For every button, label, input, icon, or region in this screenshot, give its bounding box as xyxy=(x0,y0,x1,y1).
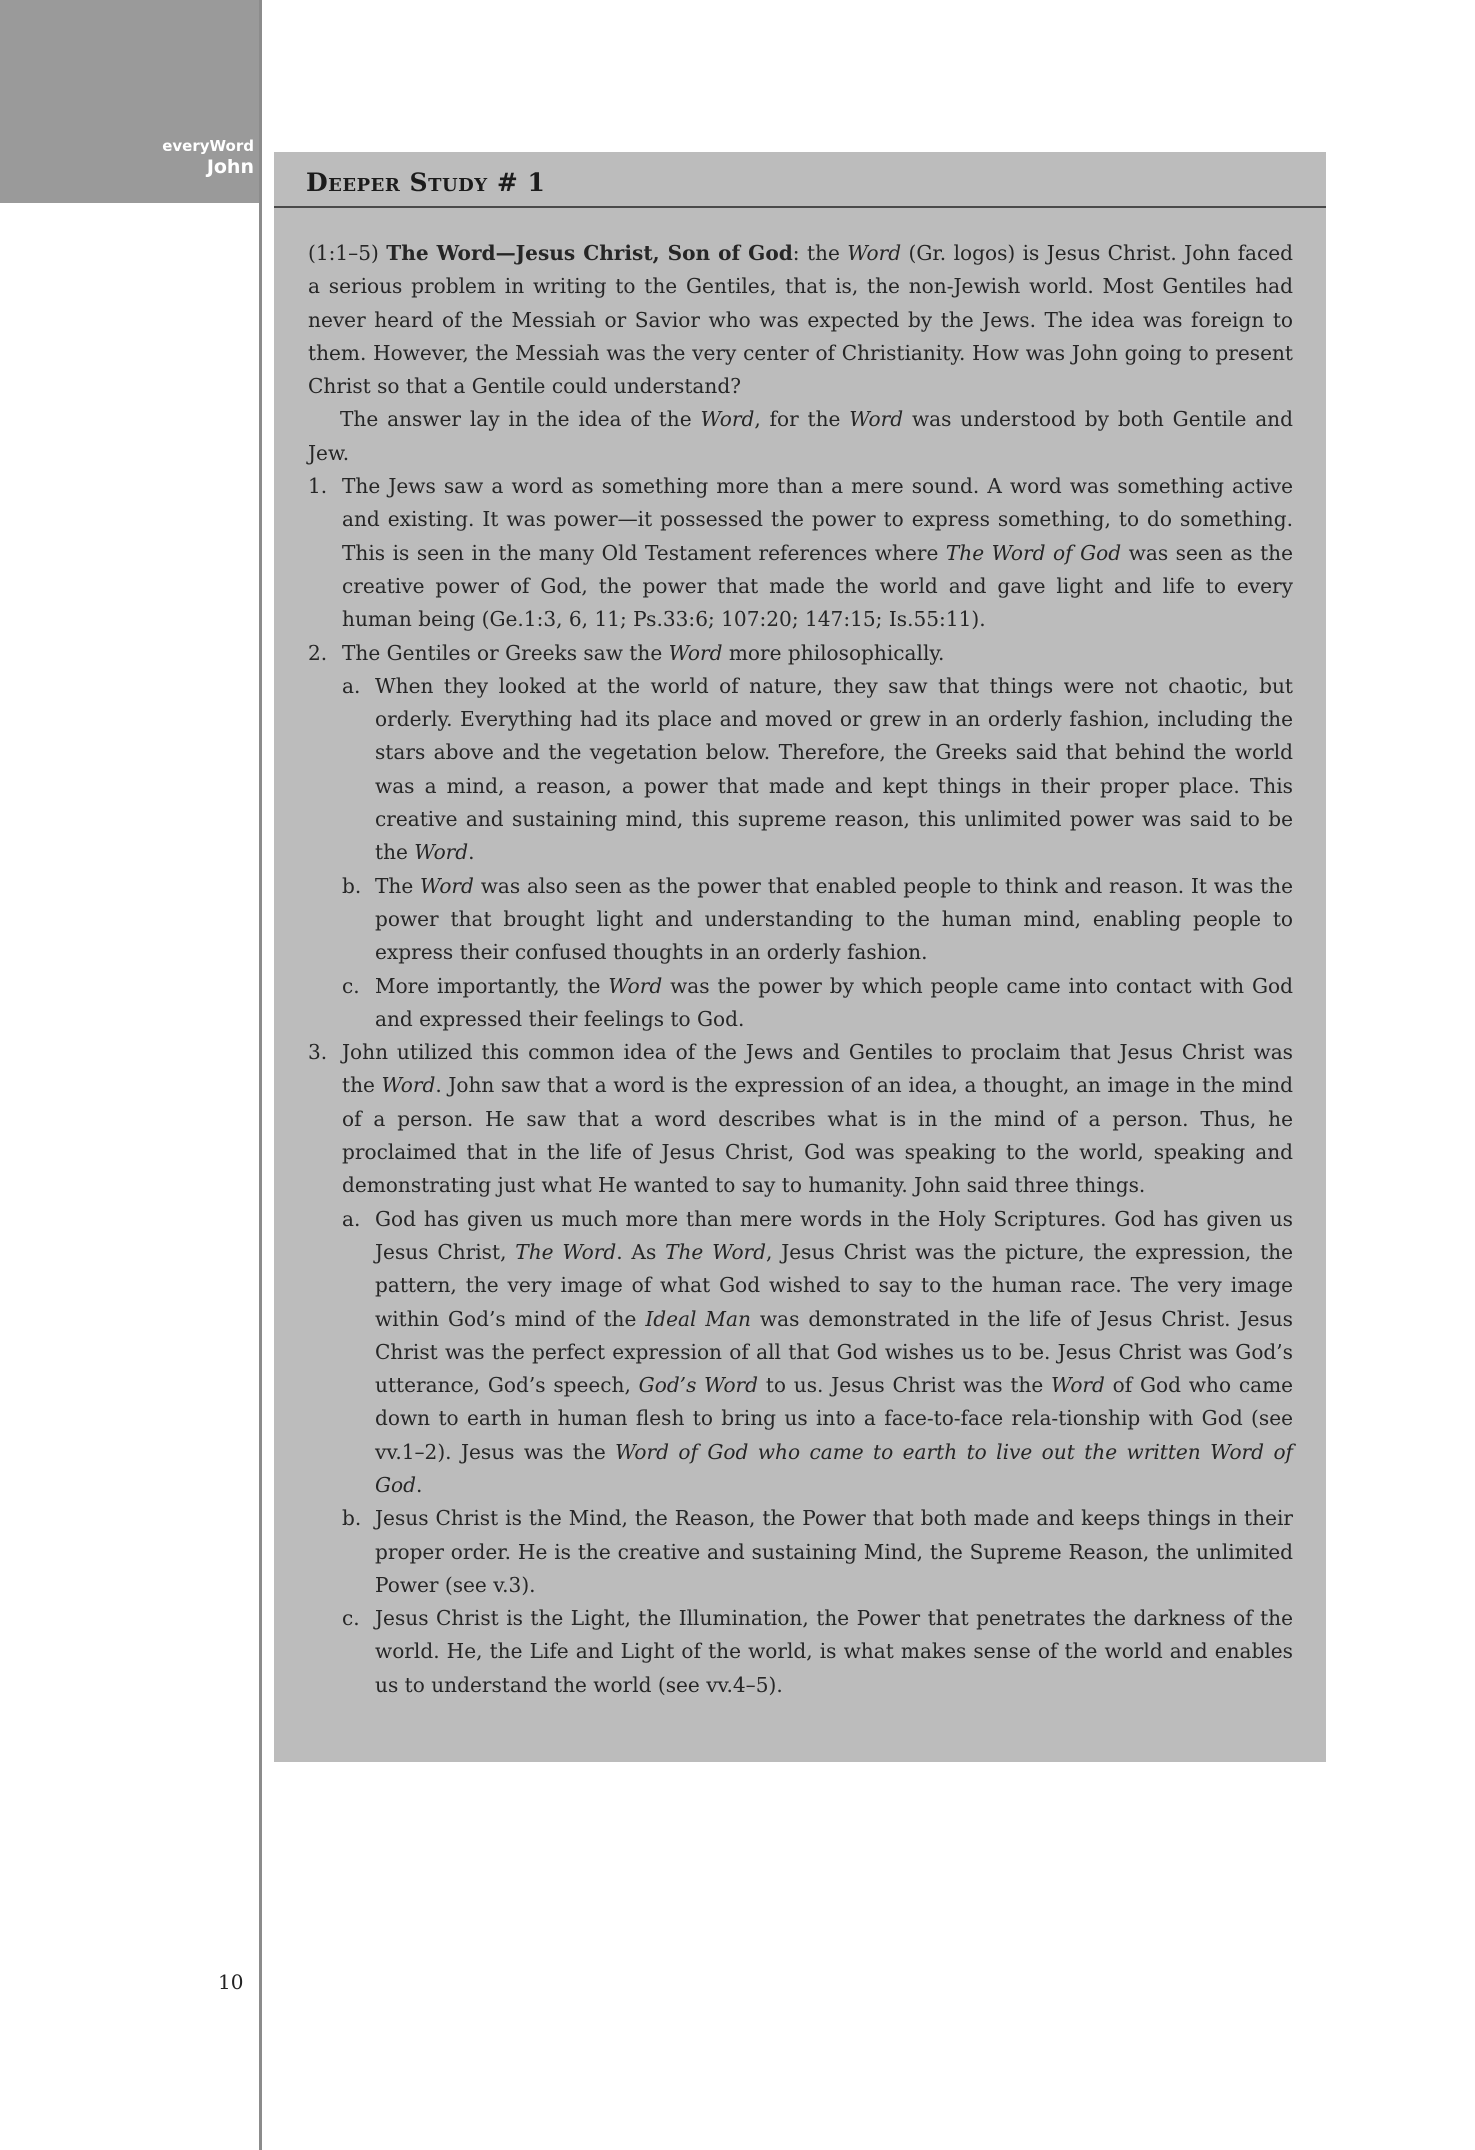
running-header xyxy=(162,136,254,178)
page-number: 10 xyxy=(218,1970,244,1994)
book-name: John xyxy=(206,156,254,178)
list-item-2b: b. The Word was also seen as the power that enabled people to think and reason. It was the power that brought light and understanding to the human mind, enabling people to express their confused thoughts in an orderly fashion. xyxy=(342,873,1294,965)
list-item-2c: c. More importantly, the Word was the power by which people came into contact with God and expressed their feelings to God. xyxy=(342,973,1293,1031)
title-divider xyxy=(274,206,1326,208)
list-item-3: 3. John utilized this common idea of the Jews and Gentiles to proclaim that Jesus Christ was the Word. John saw that a word is the expression of an idea, a thought, an image in the mind of a person. He saw that a word describes what is in the mind of a person. Thus, he proclaimed that in the life of Jesus Christ, God was speaking to the world, speaking and demonstrating just what He wanted to say to humanity. John said three things. xyxy=(308,1040,1293,1198)
list-item-2a: a. When they looked at the world of nature, they saw that things were not chaotic, but orderly. Everything had its place and moved or grew in an orderly fashion, including the stars above and the vegetation below. Therefore, the Greeks said that behind the world was a mind, a reason, a power that made and kept things in their proper place. This creative and sustaining mind, this supreme reason, this unlimited power was said to be the Word. xyxy=(342,673,1293,865)
list-item-3b: b. Jesus Christ is the Mind, the Reason, the Power that both made and keeps things in their proper order. He is the creative and sustaining Mind, the Supreme Reason, the unlimited Power (see v.3). xyxy=(342,1506,1293,1597)
answer-paragraph: The answer lay in the idea of the Word, for the Word was understood by both Gentile and Jew. xyxy=(308,407,1293,465)
list-item-2: 2. The Gentiles or Greeks saw the Word more philosophically. xyxy=(308,640,945,665)
study-heading: The Word—Jesus Christ, Son of God xyxy=(386,241,793,265)
study-content xyxy=(308,237,1293,1702)
list-item-3a: a. God has given us much more than mere words in the Holy Scriptures. God has given us Jesus Christ, The Word. As The Word, Jesus Christ was the picture, the expression, the pattern, the very image of what God wished to say to the human race. The very image within God’s mind of the Ideal Man was demonstrated in the life of Jesus Christ. Jesus Christ was the perfect expression of all that God wishes us to be. Jesus Christ was God’s utterance, God’s speech, God’s Word to us. Jesus Christ was the Word of God who came down to earth in human flesh to bring us into a face-to-face rela-tionship with God (see vv.1–2). Jesus was the Word of God who came to earth to live out the written Word of God. xyxy=(342,1206,1294,1497)
deeper-study-box xyxy=(274,152,1326,1762)
box-title: Deeper Study # 1 xyxy=(306,168,546,197)
list-item-3c: c. Jesus Christ is the Light, the Illumination, the Power that penetrates the darkness of the world. He, the Life and Light of the world, is what makes sense of the world and enables us to understand the world (see vv.4–5). xyxy=(342,1606,1293,1697)
margin-rule xyxy=(259,0,262,2150)
header-tab xyxy=(0,0,262,203)
series-name: everyWord xyxy=(162,137,254,155)
intro-paragraph: (1:1–5) The Word—Jesus Christ, Son of God: the Word (Gr. logos) is Jesus Christ. John faced a serious problem in writing to the Gentiles, that is, the non-Jewish world. Most Gentiles had never heard of the Messiah or Savior who was expected by the Jews. The idea was foreign to them. However, the Messiah was the very center of Christianity. How was John going to present Christ so that a Gentile could understand? xyxy=(308,241,1294,399)
list-item-1: 1. The Jews saw a word as something more than a mere sound. A word was something active and existing. It was power—it possessed the power to express something, to do something. This is seen in the many Old Testament references where The Word of God was seen as the creative power of God, the power that made the world and gave light and life to every human being (Ge.1:3, 6, 11; Ps.33:6; 107:20; 147:15; Is.55:11). xyxy=(308,474,1293,632)
